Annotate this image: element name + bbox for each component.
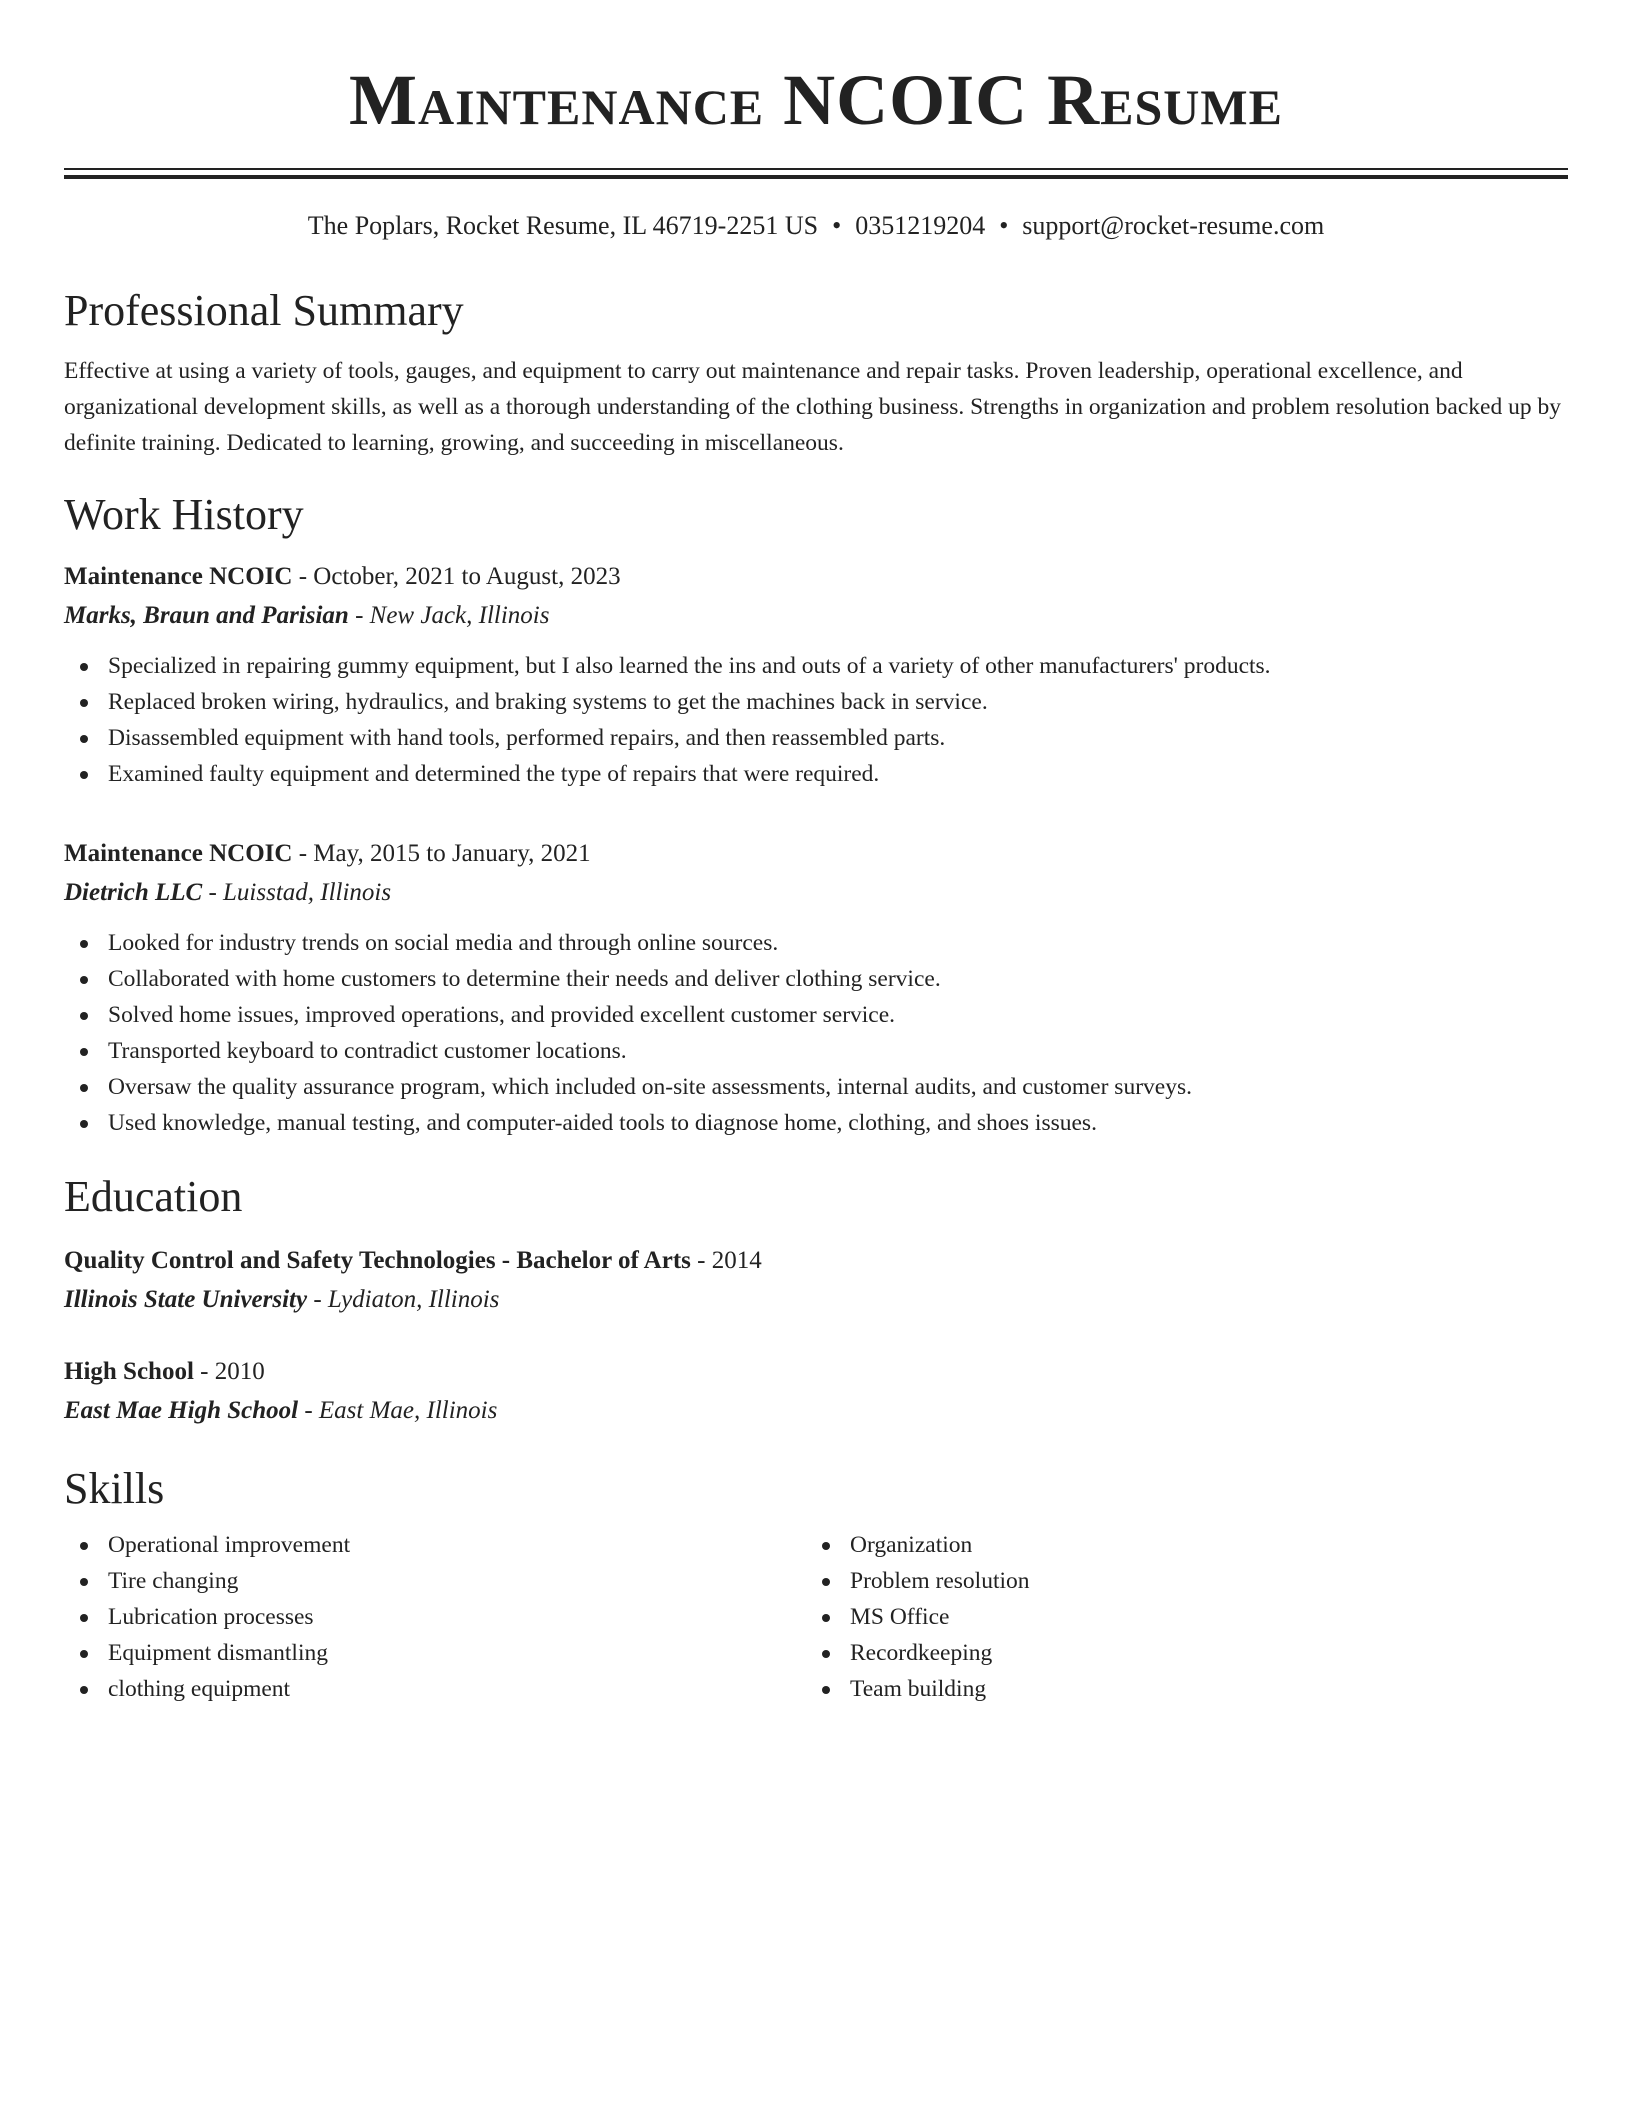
job-bullets xyxy=(64,648,1568,792)
education-degree: Quality Control and Safety Technologies - Bachelor of Arts xyxy=(64,1247,691,1274)
contact-separator: • xyxy=(832,211,842,240)
job-company-line xyxy=(64,875,1568,911)
skills-list xyxy=(806,1527,1548,1707)
list-item: Looked for industry trends on social media and through online sources. xyxy=(64,925,1568,961)
skill-item: Organization xyxy=(806,1527,1548,1563)
contact-separator: • xyxy=(999,211,1009,240)
work-history-heading: Work History xyxy=(64,490,304,539)
skills-list xyxy=(64,1527,806,1707)
job-entry xyxy=(64,836,1568,1141)
job-company: Marks, Braun and Parisian xyxy=(64,602,349,629)
education-entry xyxy=(64,1354,1568,1429)
job-company: Dietrich LLC xyxy=(64,879,203,906)
contact-phone: 0351219204 xyxy=(855,211,986,240)
skill-item: clothing equipment xyxy=(64,1671,806,1707)
job-dates: - October, 2021 to August, 2023 xyxy=(292,563,621,590)
job-title-line xyxy=(64,836,1568,872)
skills-column-right xyxy=(806,1527,1548,1707)
list-item: Oversaw the quality assurance program, which included on-site assessments, internal audits, and customer surveys. xyxy=(64,1069,1568,1105)
education-year: - 2014 xyxy=(690,1247,762,1274)
skill-item: Recordkeeping xyxy=(806,1635,1548,1671)
list-item: Solved home issues, improved operations, and provided excellent customer service. xyxy=(64,997,1568,1033)
list-item: Disassembled equipment with hand tools, performed repairs, and then reassembled parts. xyxy=(64,720,1568,756)
job-role: Maintenance NCOIC xyxy=(64,840,293,867)
skill-item: MS Office xyxy=(806,1599,1548,1635)
education-school-line xyxy=(64,1393,1568,1429)
title-divider xyxy=(64,168,1568,179)
job-location: - Luisstad, Illinois xyxy=(202,879,392,906)
resume-title: Maintenance NCOIC Resume xyxy=(349,60,1283,140)
skill-item: Tire changing xyxy=(64,1563,806,1599)
contact-address: The Poplars, Rocket Resume, IL 46719-2251 US xyxy=(307,211,819,240)
summary-heading: Professional Summary xyxy=(64,286,464,335)
job-bullets xyxy=(64,925,1568,1141)
contact-line xyxy=(64,209,1568,243)
education-degree-line xyxy=(64,1354,1568,1390)
education-degree-line xyxy=(64,1243,1568,1279)
list-item: Replaced broken wiring, hydraulics, and braking systems to get the machines back in service. xyxy=(64,684,1568,720)
job-company-line xyxy=(64,598,1568,634)
job-location: - New Jack, Illinois xyxy=(348,602,550,629)
skills-heading: Skills xyxy=(64,1464,165,1513)
list-item: Collaborated with home customers to determine their needs and deliver clothing service. xyxy=(64,961,1568,997)
education-degree: High School xyxy=(64,1358,194,1385)
list-item: Examined faulty equipment and determined the type of repairs that were required. xyxy=(64,756,1568,792)
job-dates: - May, 2015 to January, 2021 xyxy=(292,840,591,867)
skills-grid xyxy=(64,1527,1568,1707)
skill-item: Problem resolution xyxy=(806,1563,1548,1599)
contact-email: support@rocket-resume.com xyxy=(1022,211,1325,240)
education-school: Illinois State University xyxy=(64,1286,308,1313)
education-location: - Lydiaton, Illinois xyxy=(307,1286,500,1313)
job-entry xyxy=(64,559,1568,792)
job-title-line xyxy=(64,559,1568,595)
education-entry xyxy=(64,1243,1568,1318)
education-year: - 2010 xyxy=(193,1358,265,1385)
skill-item: Equipment dismantling xyxy=(64,1635,806,1671)
summary-text: Effective at using a variety of tools, gauges, and equipment to carry out maintenance and repair tasks. Proven leadership, operational excellence, and organizational development skills, as well as a thorough understanding of the clothing business. Strengths in organization and problem resolution backed up by definite training. Dedicated to learning, growing, and succeeding in miscellaneous. xyxy=(64,358,1561,456)
education-school-line xyxy=(64,1282,1568,1318)
job-role: Maintenance NCOIC xyxy=(64,563,293,590)
education-heading: Education xyxy=(64,1172,243,1221)
skills-column-left xyxy=(64,1527,806,1707)
skill-item: Lubrication processes xyxy=(64,1599,806,1635)
list-item: Specialized in repairing gummy equipment, but I also learned the ins and outs of a variety of other manufacturers' products. xyxy=(64,648,1568,684)
skill-item: Team building xyxy=(806,1671,1548,1707)
list-item: Used knowledge, manual testing, and computer-aided tools to diagnose home, clothing, and shoes issues. xyxy=(64,1105,1568,1141)
skill-item: Operational improvement xyxy=(64,1527,806,1563)
education-location: - East Mae, Illinois xyxy=(298,1397,498,1424)
education-school: East Mae High School xyxy=(64,1397,299,1424)
list-item: Transported keyboard to contradict customer locations. xyxy=(64,1033,1568,1069)
